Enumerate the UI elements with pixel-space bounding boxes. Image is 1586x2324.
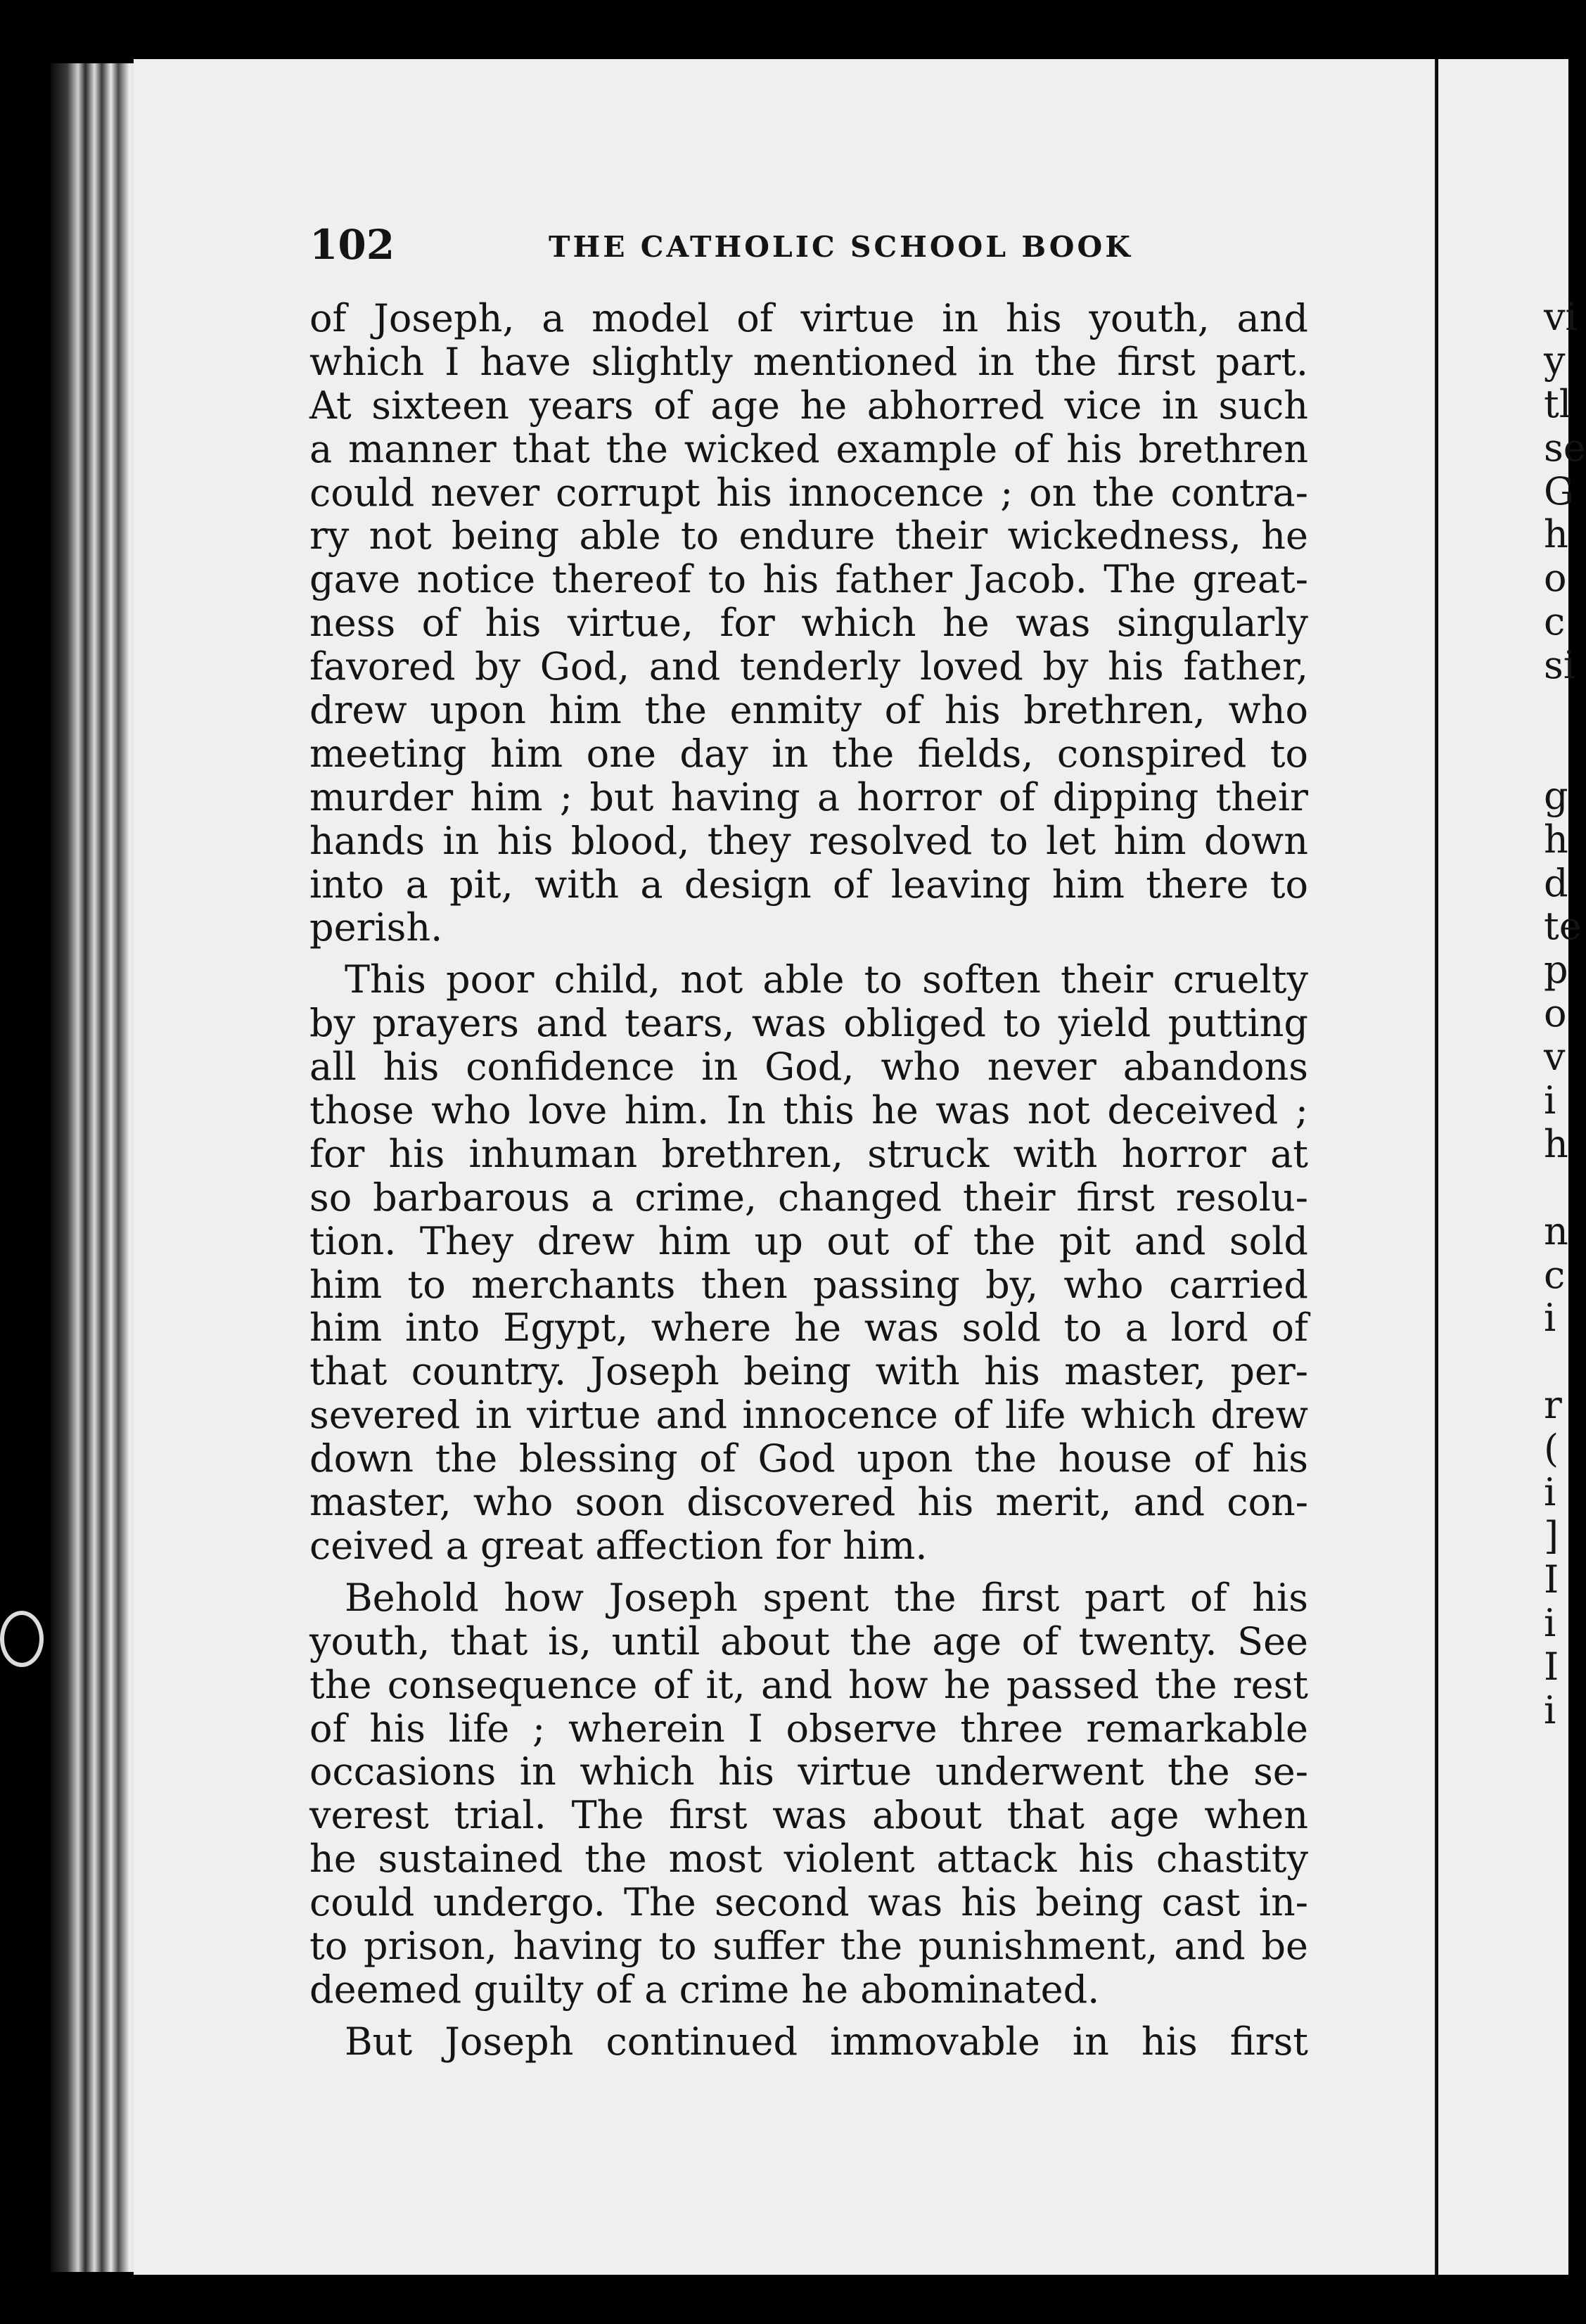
right-page-fragment: G (1544, 468, 1575, 513)
text-line: But Joseph continued immovable in his first (345, 2019, 1308, 2064)
text-line: meeting him one day in the fields, conspired to (309, 731, 1308, 776)
right-page-fragment (1438, 731, 1568, 774)
text-line: to prison, having to suffer the punishment, and be (309, 1923, 1308, 1968)
right-page-fragment: te (1544, 904, 1582, 949)
right-page-fragment: ( (1544, 1426, 1559, 1471)
right-page-fragment (1438, 1166, 1568, 1210)
right-page-fragment: i (1544, 1687, 1556, 1732)
right-page-fragment: i (1544, 1600, 1556, 1645)
right-page-fragment: I (1544, 1644, 1559, 1689)
right-page-fragment: se (1544, 425, 1586, 470)
text-line: the consequence of it, and how he passed the rest (309, 1662, 1308, 1707)
text-line: At sixteen years of age he abhorred vice in such (309, 383, 1308, 428)
right-page-fragment: h (1544, 1121, 1568, 1166)
paragraph (309, 2020, 1308, 2064)
text-line: Behold how Joseph spent the first part of his (345, 1575, 1308, 1620)
body-text (309, 297, 1308, 2064)
text-line: This poor child, not able to soften their cruelty (345, 957, 1308, 1002)
right-page-fragment (1438, 1819, 1568, 1863)
text-line: murder him ; but having a horror of dipping their (309, 774, 1308, 819)
text-line: which I have slightly mentioned in the first part. (309, 339, 1308, 384)
page-number: 102 (309, 221, 395, 269)
text-line: ness of his virtue, for which he was singularly (309, 601, 1308, 646)
right-page-fragment: v (1544, 1035, 1566, 1080)
text-line: he sustained the most violent attack his chastity (309, 1837, 1308, 1882)
text-line: for his inhuman brethren, struck with horror at (309, 1131, 1308, 1176)
right-page-fragment: si (1544, 643, 1575, 688)
right-page-fragment: vi (1544, 295, 1578, 339)
paragraph (309, 958, 1308, 1567)
right-page-fragment: p (1544, 947, 1568, 992)
text-line: that country. Joseph being with his master, per- (309, 1349, 1308, 1394)
right-page-fragment: d (1544, 860, 1568, 905)
right-page-fragment: c (1544, 599, 1566, 644)
right-page-fragment: c (1544, 1252, 1566, 1297)
right-page-fragment (1438, 1775, 1568, 1819)
text-line: into a pit, with a design of leaving him there to (309, 862, 1308, 907)
right-page-fragment: o (1544, 991, 1567, 1036)
right-page-fragment: I (1544, 1557, 1559, 1602)
text-line: deemed guilty of a crime he abominated. (309, 1967, 1100, 2012)
text-line: perish. (309, 905, 443, 950)
right-page-fragment: o (1544, 556, 1567, 601)
paragraph (309, 1576, 1308, 2012)
text-line: gave notice thereof to his father Jacob. The great- (309, 557, 1308, 602)
text-line: favored by God, and tenderly loved by his father, (309, 644, 1308, 689)
text-line: could undergo. The second was his being cast in- (309, 1880, 1308, 1925)
right-page-text-fragments (1438, 295, 1586, 1906)
text-line: drew upon him the enmity of his brethren, who (309, 688, 1308, 733)
book-spine-gutter (51, 63, 142, 2272)
text-line: a manner that the wicked example of his brethren (309, 426, 1308, 471)
text-line: could never corrupt his innocence ; on the contra- (309, 470, 1308, 515)
text-line: of Joseph, a model of virtue in his youth, and (309, 296, 1308, 340)
text-line: tion. They drew him up out of the pit and sold (309, 1218, 1308, 1263)
text-line: those who love him. In this he was not deceived ; (309, 1088, 1308, 1133)
text-line: occasions in which his virtue underwent the se- (309, 1749, 1308, 1794)
binding-ring (0, 1611, 44, 1667)
text-line: down the blessing of God upon the house of his (309, 1436, 1308, 1481)
text-line: him to merchants then passing by, who carried (309, 1262, 1308, 1307)
right-page-fragment: i (1544, 1296, 1556, 1341)
right-page-fragment: r (1544, 1383, 1562, 1428)
text-line: master, who soon discovered his merit, and con- (309, 1480, 1308, 1525)
right-page-fragment: tl (1544, 381, 1571, 426)
page-header (309, 221, 1308, 269)
text-line: hands in his blood, they resolved to let him down (309, 818, 1308, 863)
text-line: youth, that is, until about the age of twenty. See (309, 1618, 1308, 1664)
paragraph (309, 297, 1308, 950)
text-line: all his confidence in God, who never abandons (309, 1045, 1308, 1090)
right-page-fragment: ] (1544, 1513, 1559, 1558)
text-line: by prayers and tears, was obliged to yield putting (309, 1001, 1308, 1046)
running-head: THE CATHOLIC SCHOOL BOOK (549, 230, 1133, 264)
right-page-fragment: g (1544, 773, 1568, 818)
text-line: verest trial. The first was about that age when (309, 1793, 1308, 1838)
right-page-fragment: y (1544, 338, 1566, 383)
text-line: him into Egypt, where he was sold to a lord of (309, 1305, 1308, 1351)
right-page-fragment: h (1544, 512, 1568, 557)
right-page-fragment: i (1544, 1078, 1556, 1123)
right-page-fragment: h (1544, 817, 1568, 862)
right-page-fragment: n (1544, 1208, 1568, 1253)
right-page-fragment (1438, 1863, 1568, 1906)
text-line: so barbarous a crime, changed their first resolu- (309, 1175, 1308, 1220)
right-page-fragment (1438, 1732, 1568, 1775)
right-page-fragment (1438, 687, 1568, 731)
text-line: ry not being able to endure their wickedness, he (309, 513, 1308, 558)
text-line: of his life ; wherein I observe three remarkable (309, 1706, 1308, 1751)
text-line: severed in virtue and innocence of life which drew (309, 1393, 1308, 1438)
text-line: ceived a great affection for him. (309, 1523, 928, 1568)
right-page-fragment: i (1544, 1470, 1556, 1515)
right-page-fragment (1438, 1340, 1568, 1384)
